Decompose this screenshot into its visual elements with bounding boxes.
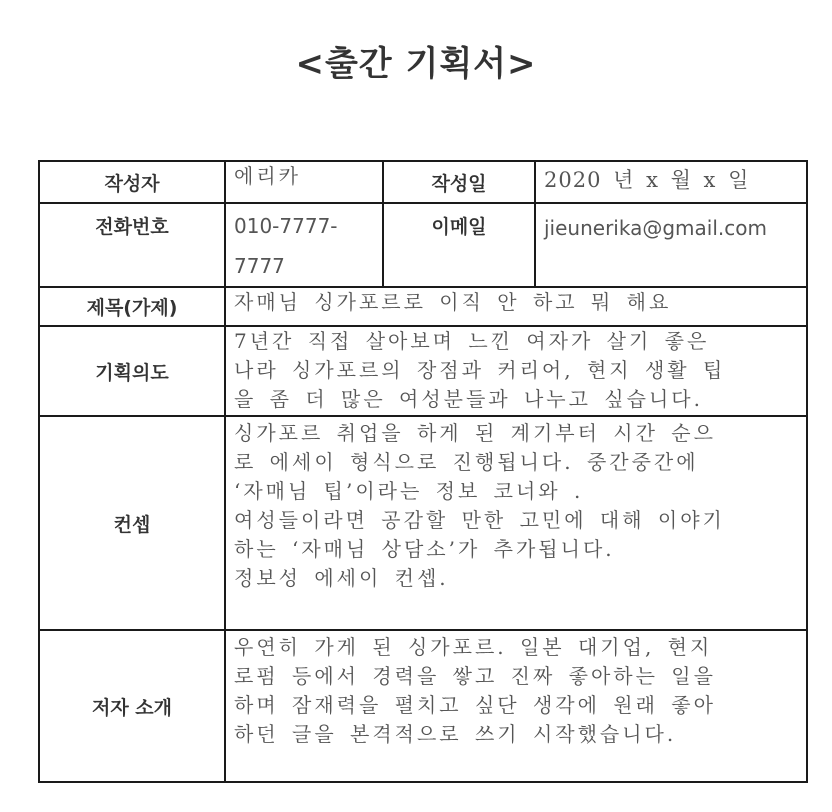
author-intro-label: 저자 소개	[91, 696, 173, 719]
concept-label-cell	[39, 416, 225, 630]
date-value: 2020 년 x 월 x 일	[544, 168, 750, 192]
email-value: jieunerika@gmail.com	[544, 216, 767, 240]
title-label: 제목(가제)	[86, 297, 178, 319]
concept-line: 싱가포르 취업을 하게 된 계기부터 시간 순으	[234, 421, 716, 445]
intent-label: 기획의도	[95, 361, 169, 384]
author-value-cell	[225, 161, 383, 203]
concept-label: 컨셉	[113, 513, 151, 536]
proposal-table	[38, 160, 808, 783]
intent-value-cell	[225, 326, 807, 416]
intent-line: 을 좀 더 많은 여성분들과 나누고 싶습니다.	[234, 387, 703, 411]
author-label-cell	[39, 161, 225, 203]
concept-line: 하는 ‘자매님 상담소’가 추가됩니다.	[234, 537, 615, 561]
author-intro-line: 하던 글을 본격적으로 쓰기 시작했습니다.	[234, 722, 677, 746]
row-phone-email	[39, 203, 807, 287]
intent-label-cell	[39, 326, 225, 416]
author-intro-value-cell	[225, 630, 807, 782]
concept-value-cell	[225, 416, 807, 630]
intent-line: 나라 싱가포르의 장점과 커리어, 현지 생활 팁	[234, 358, 726, 382]
row-author-date	[39, 161, 807, 203]
intent-line: 7년간 직접 살아보며 느낀 여자가 살기 좋은	[234, 329, 710, 353]
concept-line: 여성들이라면 공감할 만한 고민에 대해 이야기	[234, 508, 725, 532]
title-value: 자매님 싱가포르로 이직 안 하고 뭐 해요	[234, 290, 672, 314]
phone-value-cell	[225, 203, 383, 287]
concept-line: 로 에세이 형식으로 진행됩니다. 중간중간에	[234, 450, 699, 474]
author-intro-label-cell	[39, 630, 225, 782]
row-concept	[39, 416, 807, 630]
author-value: 에리카	[234, 164, 301, 188]
document-title: <출간 기획서>	[295, 44, 537, 84]
email-label-cell	[383, 203, 535, 287]
phone-label: 전화번호	[95, 216, 169, 238]
phone-value-line2: 7777	[234, 254, 285, 278]
phone-label-cell	[39, 203, 225, 287]
title-value-cell	[225, 287, 807, 326]
row-title	[39, 287, 807, 326]
concept-line: ‘자매님 팁’이라는 정보 코너와 .	[234, 479, 584, 503]
author-intro-line: 하며 잠재력을 펼치고 싶단 생각에 원래 좋아	[234, 693, 716, 717]
author-intro-line: 로펌 등에서 경력을 쌓고 진짜 좋아하는 일을	[234, 664, 716, 688]
author-intro-line: 우연히 가게 된 싱가포르. 일본 대기업, 현지	[234, 635, 713, 659]
title-label-cell	[39, 287, 225, 326]
email-value-cell	[535, 203, 807, 287]
author-label: 작성자	[104, 172, 160, 195]
date-label: 작성일	[431, 172, 487, 195]
phone-value-line1: 010-7777-	[234, 214, 338, 238]
concept-line: 정보성 에세이 컨셉.	[234, 566, 449, 590]
email-label: 이메일	[431, 216, 487, 238]
row-author-intro	[39, 630, 807, 782]
date-value-cell	[535, 161, 807, 203]
row-intent	[39, 326, 807, 416]
date-label-cell	[383, 161, 535, 203]
